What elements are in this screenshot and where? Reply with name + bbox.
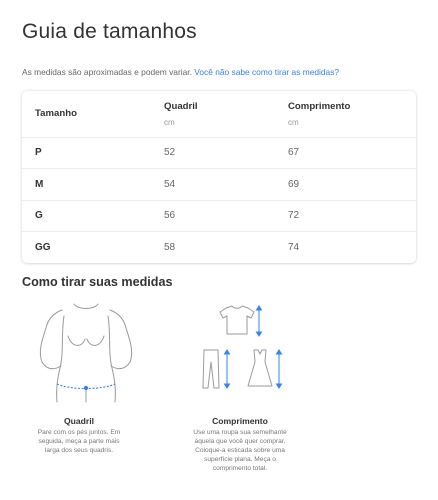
table-row xyxy=(22,137,416,169)
length-caption-line: Coloque-a esticada sobre uma xyxy=(195,447,285,454)
header-size: Tamanho xyxy=(35,108,77,120)
size-cell: P xyxy=(22,137,164,169)
length-caption xyxy=(182,416,298,473)
length-cell: 69 xyxy=(288,169,416,201)
tshirt-icon xyxy=(220,306,254,334)
header-hip-unit: cm xyxy=(164,117,175,127)
hip-cell: 58 xyxy=(164,232,288,264)
table-row xyxy=(22,200,416,232)
length-cell: 72 xyxy=(288,200,416,232)
length-caption-line: àquela que você quer comprar. xyxy=(194,438,286,445)
how-to-measure-link[interactable]: Você não sabe como tirar as medidas? xyxy=(194,67,340,77)
hip-caption-line: seguida, meça a parte mais xyxy=(38,438,120,445)
hip-measurement-illustration xyxy=(34,300,138,404)
length-caption-line: Use uma roupa sua semelhante xyxy=(193,429,287,436)
page-title: Guia de tamanhos xyxy=(22,20,197,43)
pants-icon xyxy=(203,350,219,388)
intro-note: As medidas são aproximadas e podem variar. xyxy=(22,67,192,77)
hip-cell: 56 xyxy=(164,200,288,232)
length-measurement-illustration xyxy=(196,300,286,392)
table-row xyxy=(22,232,416,264)
hip-caption xyxy=(26,416,132,455)
hip-caption-line: larga dos seus quadris. xyxy=(44,447,114,454)
size-table-card xyxy=(22,91,416,263)
length-cell: 67 xyxy=(288,137,416,169)
size-cell: M xyxy=(22,169,164,201)
intro-text xyxy=(22,67,339,77)
table-row xyxy=(22,169,416,201)
hip-caption-title: Quadril xyxy=(63,416,95,426)
size-cell: GG xyxy=(22,232,164,264)
hip-cell: 52 xyxy=(164,137,288,169)
length-caption-line: superfície plana. Meça o xyxy=(204,456,276,463)
length-cell: 74 xyxy=(288,232,416,264)
dress-icon xyxy=(248,350,272,386)
length-caption-line: comprimento total. xyxy=(212,465,268,472)
hip-measuring-tape xyxy=(57,384,115,390)
hip-caption-line: Pare com os pés juntos. Em xyxy=(37,429,121,436)
size-cell: G xyxy=(22,200,164,232)
header-length: Comprimento cm xyxy=(288,91,416,137)
size-table xyxy=(22,91,416,263)
hip-cell: 54 xyxy=(164,169,288,201)
how-to-measure-title: Como tirar suas medidas xyxy=(22,275,173,289)
header-length-unit: cm xyxy=(288,117,299,127)
table-header-row xyxy=(22,91,416,137)
header-hip: Quadril cm xyxy=(164,91,288,137)
length-caption-title: Comprimento xyxy=(212,416,268,426)
